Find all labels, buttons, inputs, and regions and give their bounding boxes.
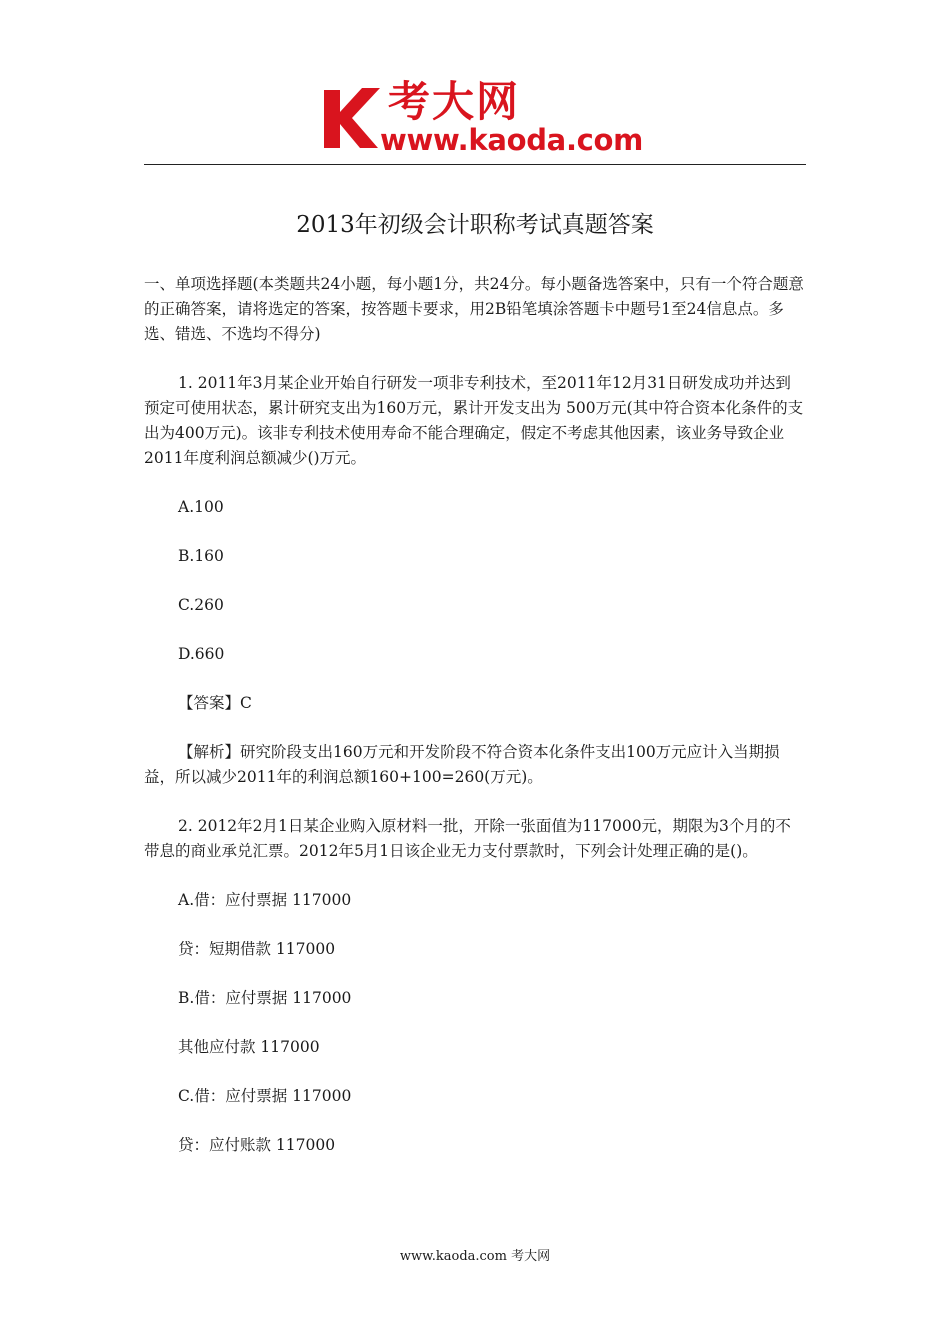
question-1-option-b: B.160 xyxy=(178,547,224,565)
question-1-option-c: C.260 xyxy=(178,596,224,614)
question-2-stem: 2. 2012年2月1日某企业购入原材料一批，开除一张面值为117000元，期限为3个月的不带息的商业承兑汇票。2012年5月1日该企业无力支付票款时，下列会计处理正确的是()。 xyxy=(144,817,791,860)
logo-url: www.kaoda.com xyxy=(380,123,644,157)
question-2-option-b-debit: B.借：应付票据 117000 xyxy=(178,989,352,1007)
section-intro: 一、单项选择题(本类题共24小题，每小题1分，共24分。每小题备选答案中，只有一个符合题意的正确答案，请将选定的答案，按答题卡要求，用2B铅笔填涂答题卡中题号1至24信息点。多选、错选、不选均不得分) xyxy=(144,275,804,343)
analysis-text: 研究阶段支出160万元和开发阶段不符合资本化条件支出100万元应计入当期损益，所以减少2011年的利润总额160+100=260(万元)。 xyxy=(144,743,780,786)
question-2-option-a-credit: 贷：短期借款 117000 xyxy=(178,940,336,958)
document-body xyxy=(144,272,806,1182)
question-1-option-d: D.660 xyxy=(178,645,225,663)
question-2-option-c-credit: 贷：应付账款 117000 xyxy=(178,1136,336,1154)
question-1-stem: 1. 2011年3月某企业开始自行研发一项非专利技术，至2011年12月31日研发成功并达到预定可使用状态，累计研究支出为160万元，累计开发支出为 500万元(其中符合资本化条件的支出为400万元)。该非专利技术使用寿命不能合理确定，假定不考虑其他因素，该业务导致企业2011年度利润总额减少()万元。 xyxy=(144,374,804,467)
analysis-label: 【解析】 xyxy=(178,743,241,761)
question-1-analysis xyxy=(144,740,806,790)
question-2-option-a-debit: A.借：应付票据 117000 xyxy=(178,891,352,909)
page-title: 2013年初级会计职称考试真题答案 xyxy=(296,212,654,238)
question-1-answer: 【答案】C xyxy=(178,694,252,712)
page-footer: www.kaoda.com 考大网 xyxy=(399,1249,551,1264)
header-divider xyxy=(144,164,806,165)
question-1-option-a: A.100 xyxy=(178,498,224,516)
question-2-option-b-credit: 其他应付款 117000 xyxy=(178,1038,320,1056)
kaoda-logo xyxy=(318,77,644,160)
logo-text: 考大网 xyxy=(388,77,521,126)
question-2-option-c-debit: C.借：应付票据 117000 xyxy=(178,1087,352,1105)
kaoda-k-logo-icon xyxy=(318,82,388,152)
